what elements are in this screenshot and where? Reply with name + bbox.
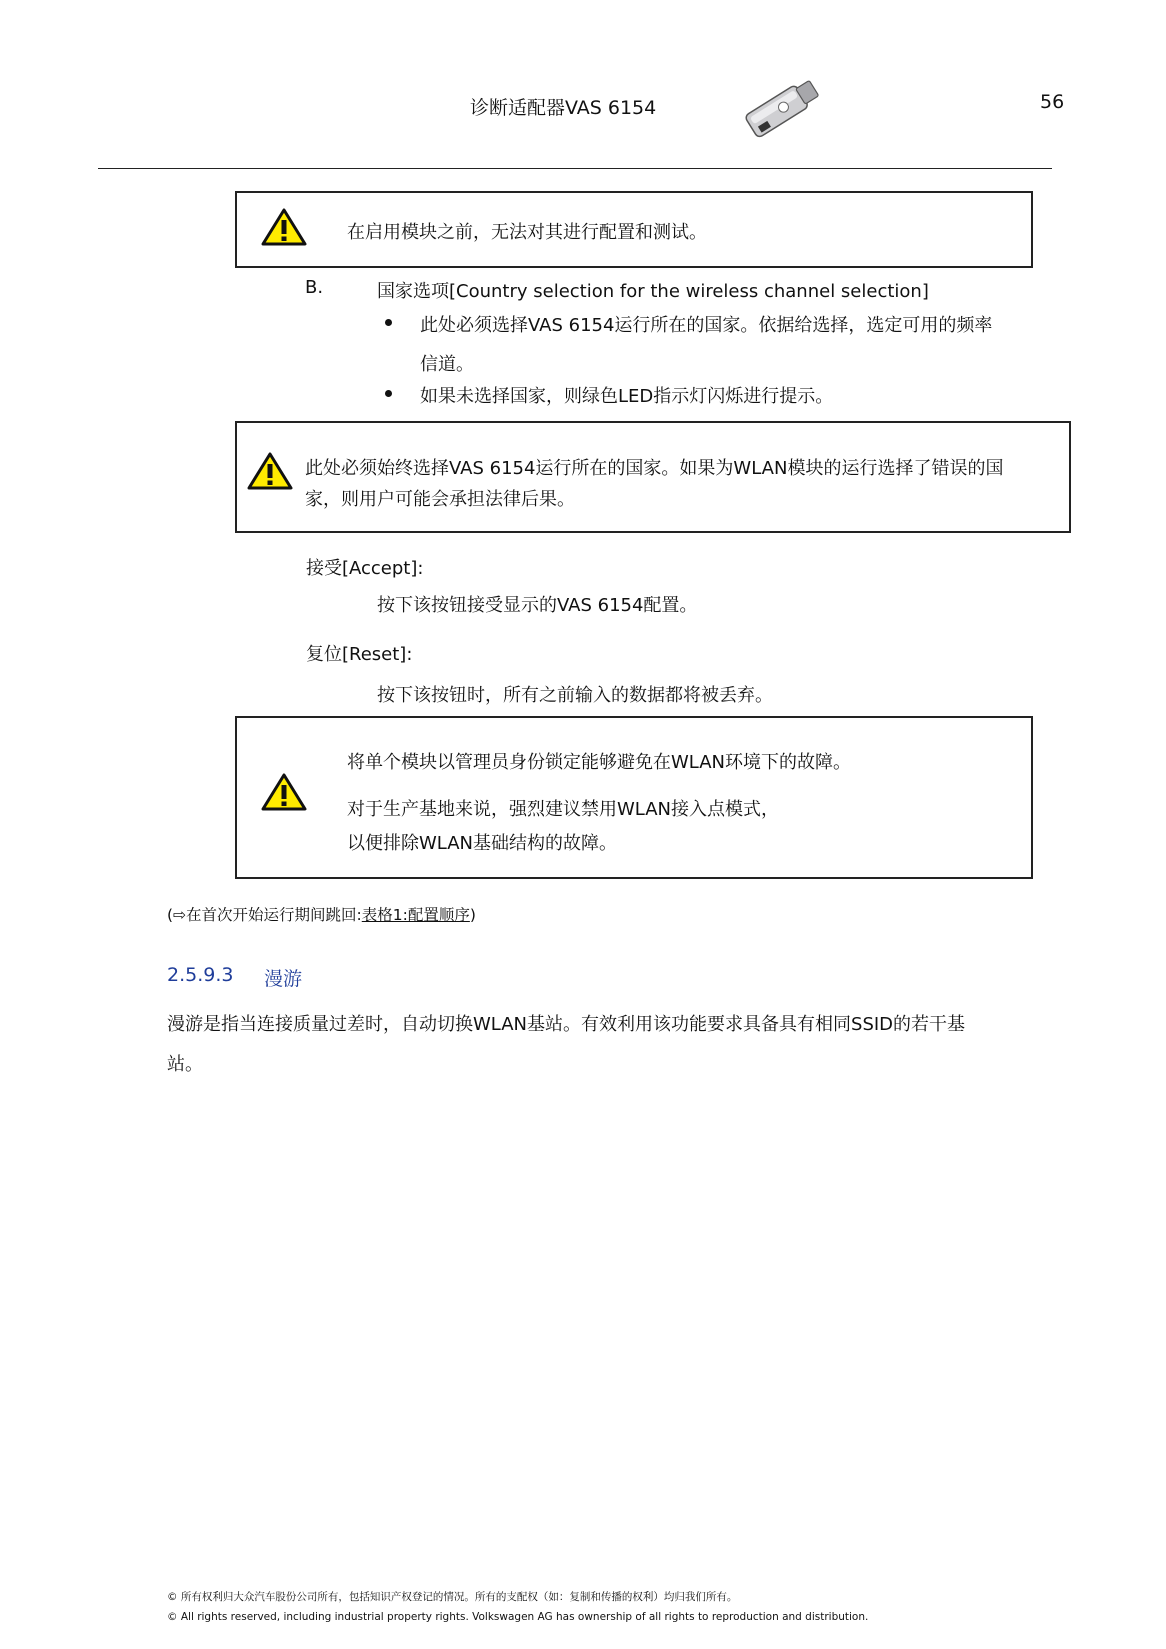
table-link[interactable]: 表格1:配置顺序 — [361, 906, 470, 924]
warning-triangle-icon — [247, 451, 293, 491]
warning-triangle-icon — [261, 772, 307, 812]
footer-copyright-cn: © 所有权利归大众汽车股份公司所有，包括知识产权登记的情况。所有的支配权（如：复制和传播的权利）均归我们所有。 — [167, 1591, 738, 1603]
page-number: 56 — [1040, 91, 1065, 113]
reset-label: 复位[Reset]: — [306, 644, 413, 665]
list-marker: B. — [305, 277, 324, 298]
section-title: 漫游 — [264, 968, 303, 990]
warning-box — [235, 716, 1033, 879]
warning-triangle-icon — [261, 207, 307, 247]
header-divider — [98, 168, 1052, 169]
warning-text-line: 家，则用户可能会承担法律后果。 — [305, 489, 575, 510]
warning-box — [235, 421, 1071, 533]
warning-text-line: 对于生产基地来说，强烈建议禁用WLAN接入点模式， — [347, 799, 780, 820]
warning-text-line: 以便排除WLAN基础结构的故障。 — [347, 833, 618, 854]
back-reference — [167, 903, 476, 925]
warning-text-line: 此处必须始终选择VAS 6154运行所在的国家。如果为WLAN模块的运行选择了错误的国 — [305, 458, 1004, 479]
usb-adapter-icon — [738, 68, 830, 140]
back-reference-prefix: (⇨在首次开始运行期间跳回: — [167, 906, 362, 924]
document-title: 诊断适配器VAS 6154 — [470, 97, 657, 119]
list-item: 如果未选择国家，则绿色LED指示灯闪烁进行提示。 — [420, 386, 834, 407]
list-item-continuation: 信道。 — [420, 354, 474, 375]
reset-description: 按下该按钮时，所有之前输入的数据都将被丢弃。 — [377, 685, 773, 706]
warning-box — [235, 191, 1033, 268]
accept-description: 按下该按钮接受显示的VAS 6154配置。 — [377, 595, 698, 616]
list-item: 此处必须选择VAS 6154运行所在的国家。依据给选择，选定可用的频率 — [420, 315, 993, 336]
footer-copyright-en: © All rights reserved, including industrial property rights. Volkswagen AG has ownership of all rights to reproduction and distribution. — [167, 1611, 869, 1623]
section-number: 2.5.9.3 — [167, 964, 234, 986]
bullet-dot — [385, 319, 392, 326]
bullet-dot — [385, 390, 392, 397]
accept-label: 接受[Accept]: — [306, 558, 424, 579]
back-reference-suffix: ) — [469, 906, 476, 924]
paragraph-line: 站。 — [167, 1054, 203, 1075]
warning-text-line: 将单个模块以管理员身份锁定能够避免在WLAN环境下的故障。 — [347, 752, 852, 773]
section-b-title: 国家选项[Country selection for the wireless channel selection] — [377, 281, 929, 302]
warning-text: 在启用模块之前，无法对其进行配置和测试。 — [347, 222, 707, 243]
paragraph-line: 漫游是指当连接质量过差时，自动切换WLAN基站。有效利用该功能要求具备具有相同SSID的若干基 — [167, 1014, 966, 1035]
